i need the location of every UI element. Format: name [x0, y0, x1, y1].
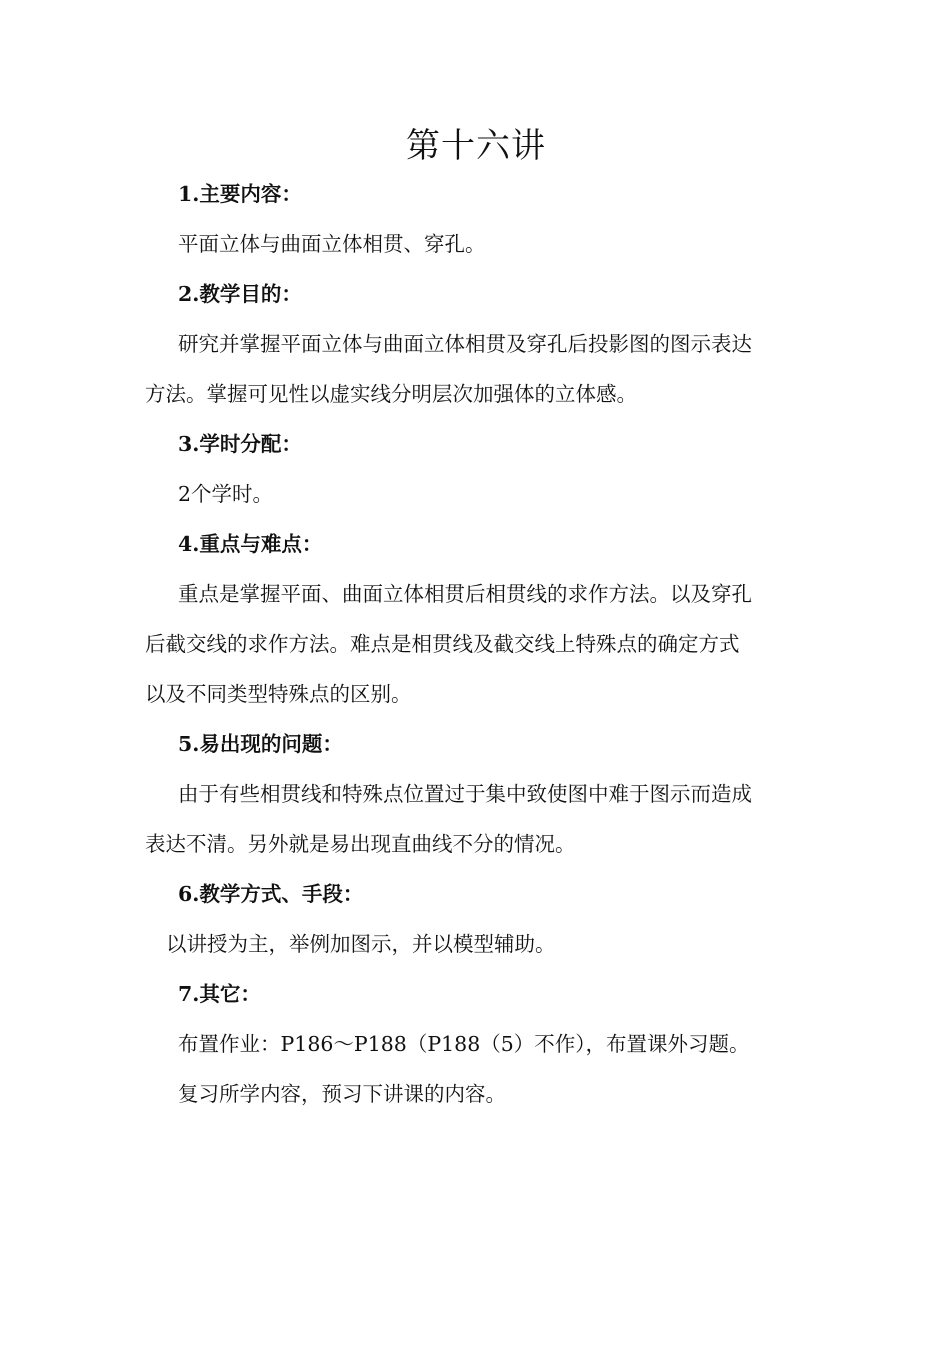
section-heading-4: 4.重点与难点： — [178, 532, 323, 556]
section-2-line-1: 研究并掌握平面立体与曲面立体相贯及穿孔后投影图的图示表达 — [178, 332, 752, 356]
section-4-line-2: 后截交线的求作方法。难点是相贯线及截交线上特殊点的确定方式 — [145, 632, 740, 656]
section-heading-7: 7.其它： — [178, 982, 261, 1006]
section-heading-2: 2.教学目的： — [178, 282, 302, 306]
section-heading-5: 5.易出现的问题： — [178, 732, 343, 756]
section-3-line-1: 2个学时。 — [178, 482, 274, 506]
section-1-line-1: 平面立体与曲面立体相贯、穿孔。 — [178, 232, 486, 256]
section-5-line-1: 由于有些相贯线和特殊点位置过于集中致使图中难于图示而造成 — [178, 782, 752, 806]
section-6-line-1: 以讲授为主，举例加图示，并以模型辅助。 — [166, 932, 556, 956]
section-2-line-2: 方法。掌握可见性以虚实线分明层次加强体的立体感。 — [145, 382, 637, 406]
section-7-line-2: 复习所学内容，预习下讲课的内容。 — [178, 1082, 506, 1106]
section-heading-6: 6.教学方式、手段： — [178, 882, 364, 906]
page-title: 第十六讲 — [406, 126, 546, 166]
section-5-line-2: 表达不清。另外就是易出现直曲线不分的情况。 — [145, 832, 576, 856]
section-7-line-1: 布置作业：P186～P188（P188（5）不作），布置课外习题。 — [178, 1032, 750, 1056]
section-heading-1: 1.主要内容： — [178, 182, 302, 206]
section-4-line-3: 以及不同类型特殊点的区别。 — [145, 682, 412, 706]
section-4-line-1: 重点是掌握平面、曲面立体相贯后相贯线的求作方法。以及穿孔 — [178, 582, 752, 606]
section-heading-3: 3.学时分配： — [178, 432, 302, 456]
